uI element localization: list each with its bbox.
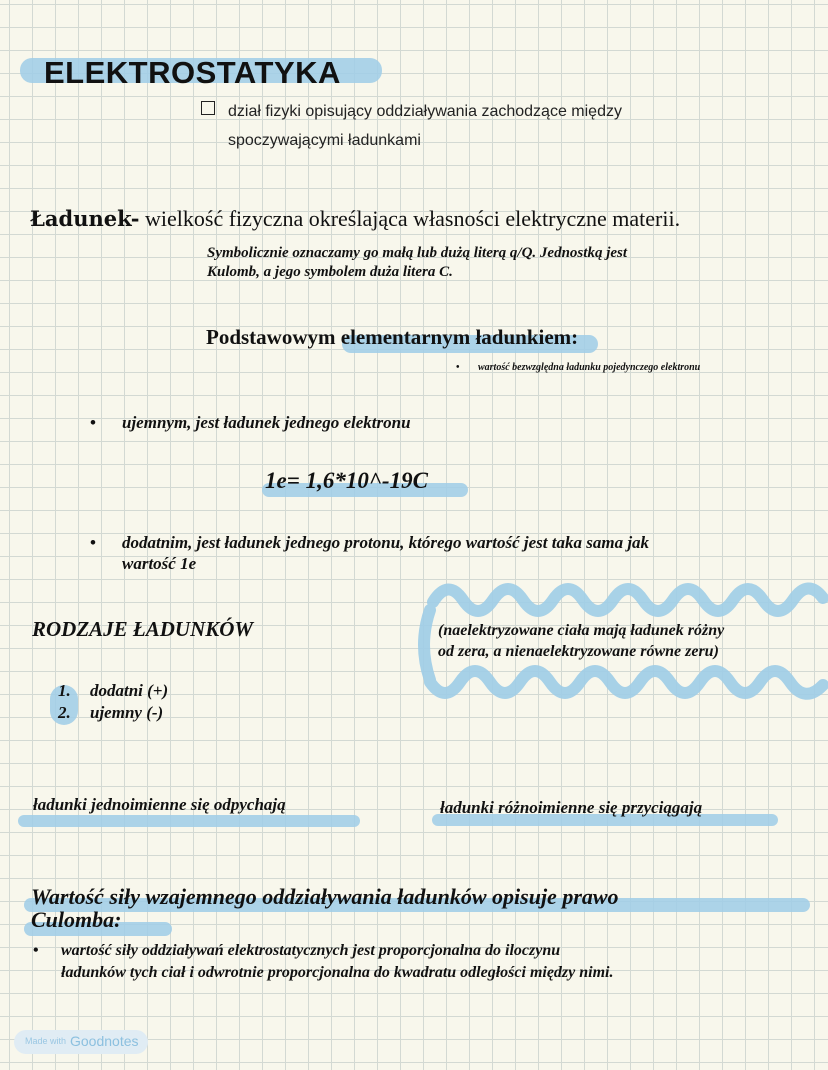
types-note: (naelektryzowane ciała mają ładunek różny od zera, a nienaelektryzowane równe zeru) — [438, 622, 725, 660]
page-title: ELEKTROSTATYKA — [44, 55, 341, 90]
coulomb-bullet: • wartość siły oddziaływań elektrostatycznych jest proporcjonalna do iloczynu ładunków tych ciał i odwrotnie proporcjonalna do kwadratu odległości między nimi. — [33, 942, 614, 981]
list-item: 2. ujemny (-) — [58, 703, 164, 722]
elementary-note: • wartość bezwzględna ładunku pojedynczego elektronu — [456, 362, 701, 373]
elementary-formula: 1e= 1,6*10^-19C — [265, 468, 428, 493]
elementary-highlight-text: elementarnym ładunkiem: — [340, 325, 579, 349]
repel-highlight — [18, 815, 360, 827]
repel-text: ładunki jednoimienne się odpychają — [33, 795, 286, 814]
types-title: RODZAJE ŁADUNKÓW — [32, 617, 254, 641]
definition-text: dział fizyki opisujący oddziaływania zachodzące między spoczywającymi ładunkami — [228, 103, 622, 149]
charge-term: Ładunek- — [30, 206, 140, 231]
attract-text: ładunki różnoimienne się przyciągają — [440, 798, 703, 817]
types-list — [58, 680, 168, 724]
badge-made-with: Made with — [25, 1036, 67, 1046]
coulomb-title: Wartość siły wzajemnego oddziaływania ładunków opisuje prawo Culomba: — [31, 884, 619, 932]
positive-charge-bullet: • dodatnim, jest ładunek jednego protonu, którego wartość jest taka sama jak wartość 1e — [90, 533, 650, 573]
badge-app-name: Goodnotes — [70, 1033, 139, 1049]
list-item: 1. dodatni (+) — [58, 681, 169, 700]
negative-charge-bullet: • ujemnym, jest ładunek jednego elektronu — [90, 413, 411, 432]
charge-symbolic: Symbolicznie oznaczamy go małą lub dużą literą q/Q. Jednostką jest Kulomb, a jego symbolem duża litera C. — [207, 245, 628, 280]
charge-definition — [30, 206, 680, 232]
checkbox-icon — [201, 101, 215, 115]
elementary-title: Podstawowym elementarnym ładunkiem: — [206, 325, 579, 349]
charge-definition-text: wielkość fizyczna określająca własności elektryczne materii. — [145, 206, 681, 231]
